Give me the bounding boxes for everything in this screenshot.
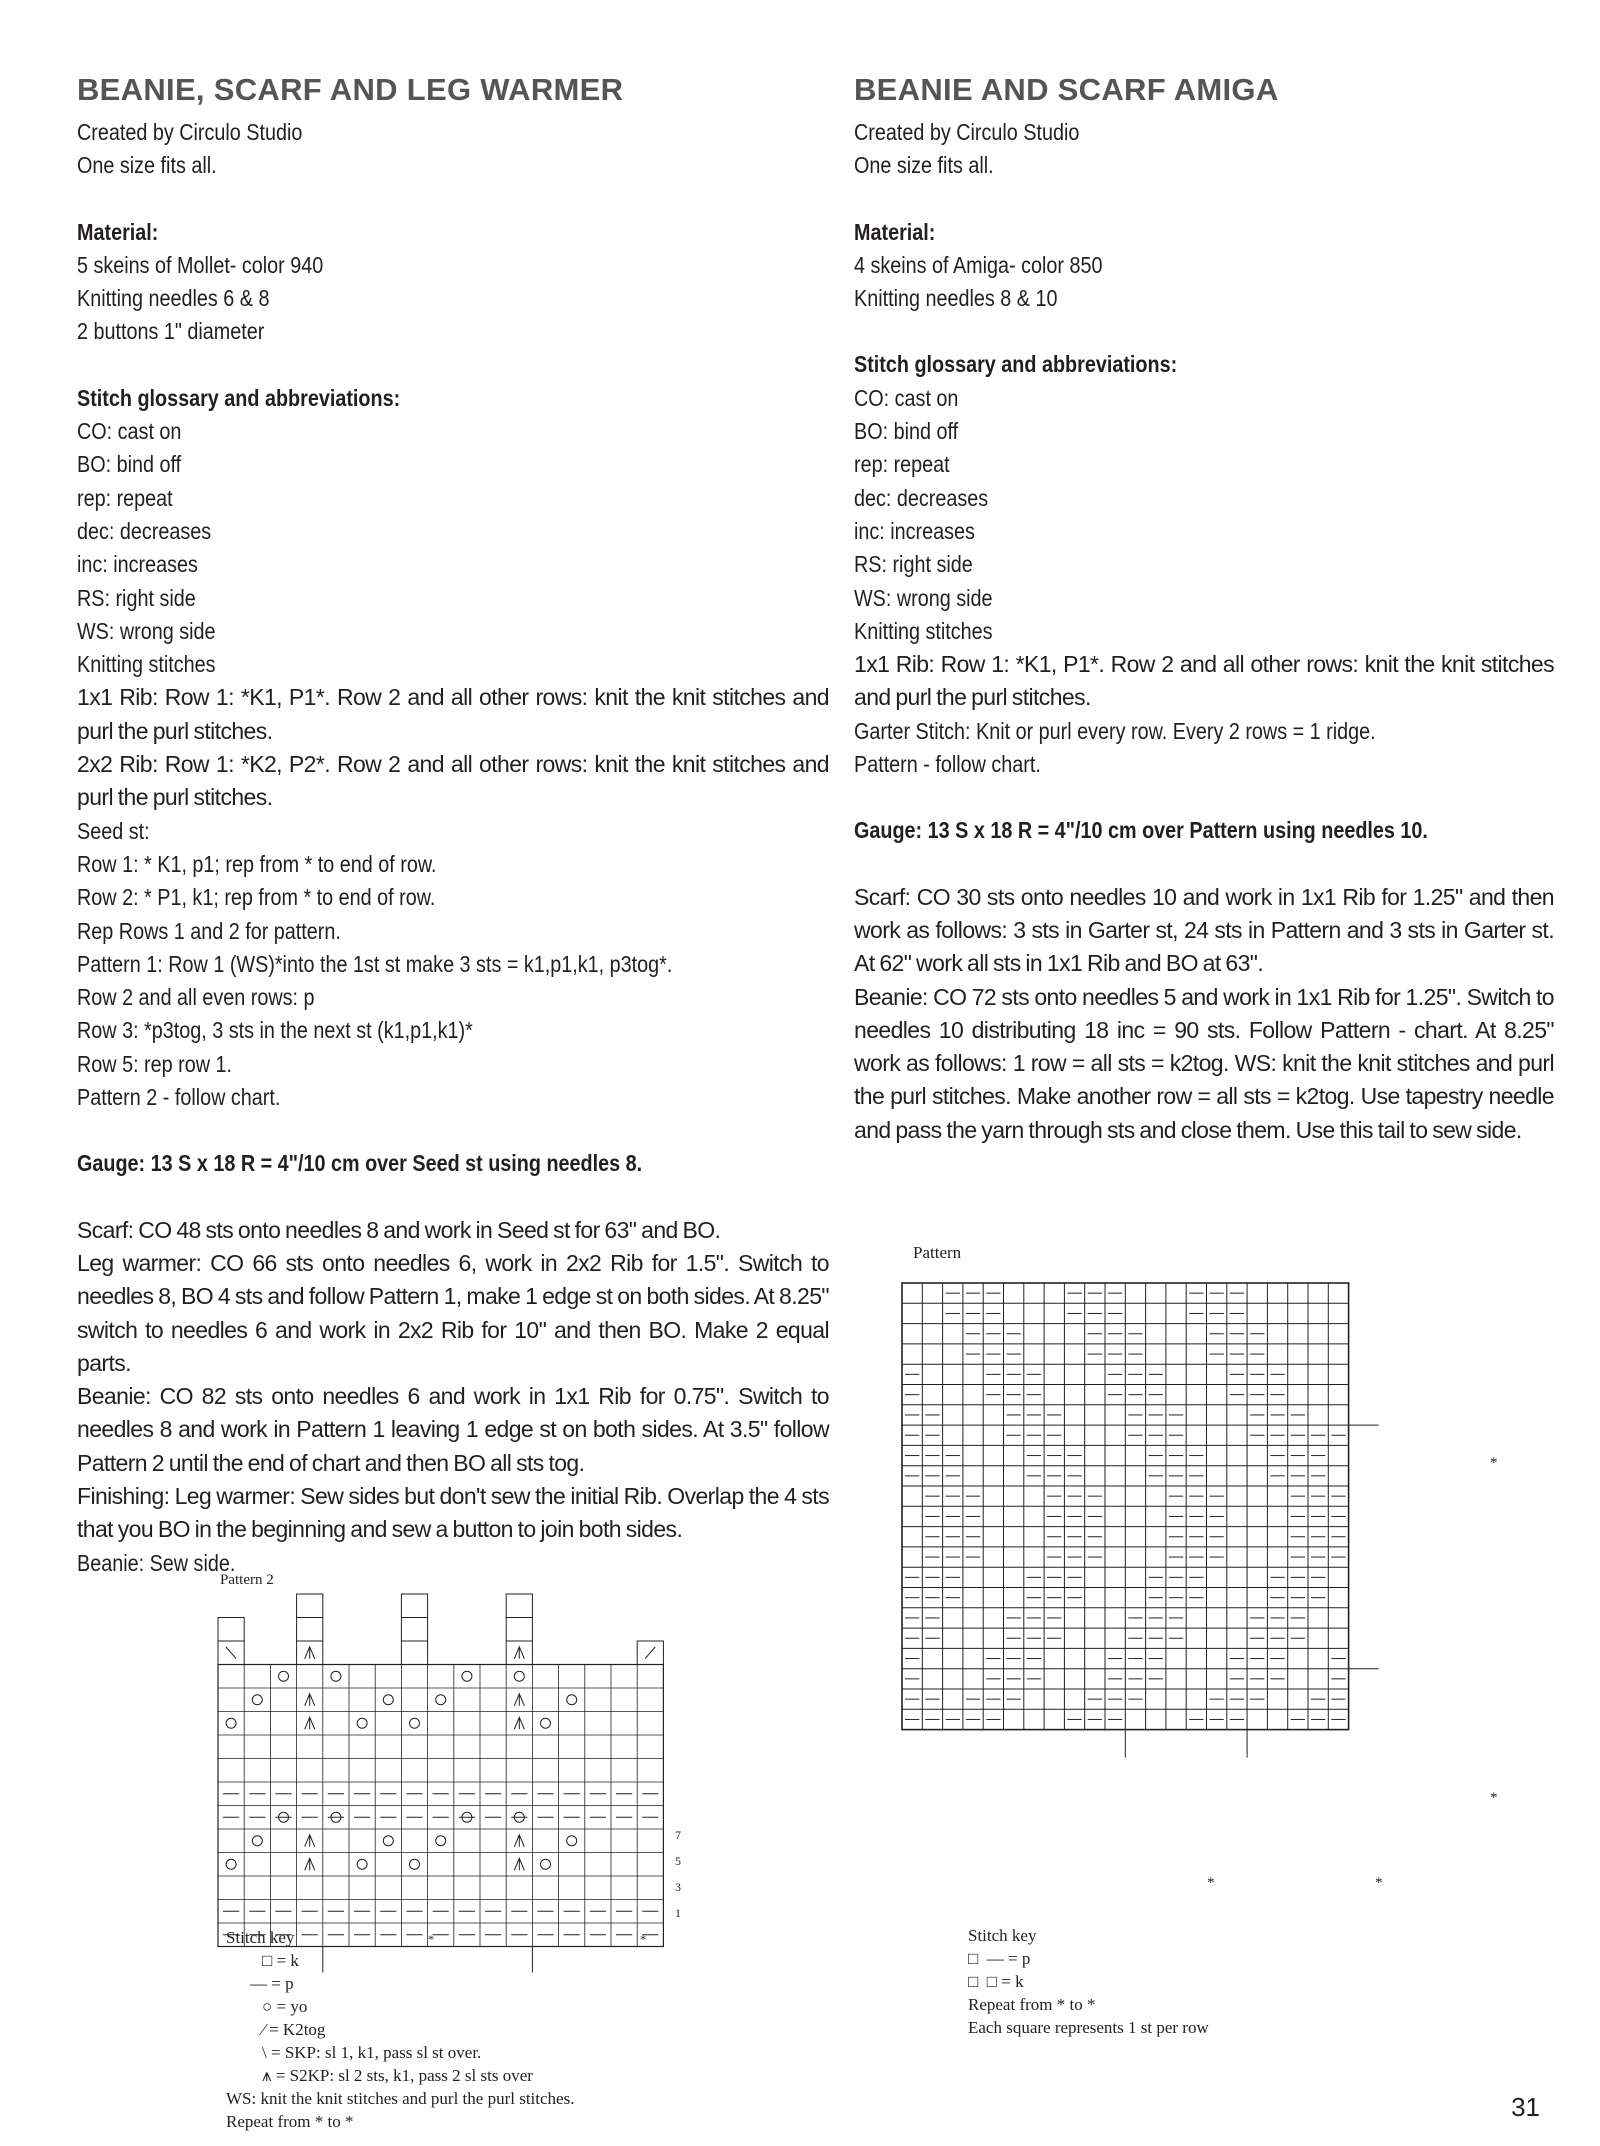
left-glossary-knitting: Knitting stitches <box>77 651 216 678</box>
left-finishing-instructions: Finishing: Leg warmer: Sew sides but don't sew the initial Rib. Overlap the 4 sts that you BO in the beginning and sew a button to join both sides. <box>77 1482 829 1543</box>
left-glossary-inc: inc: increases <box>77 551 198 578</box>
pattern2-tower-cell <box>506 1594 532 1618</box>
left-seed-3: Row 2: * P1, k1; rep from * to end of row. <box>77 884 436 911</box>
left-pattern1-row2: Row 2 and all even rows: p <box>77 984 315 1011</box>
right-glossary-rep: rep: repeat <box>854 451 950 478</box>
knit-square-icon: □ <box>262 1951 277 1970</box>
yo-symbol <box>279 1671 289 1681</box>
key-ws-note: WS: knit the knit stitches and purl the purl stitches. <box>226 2089 575 2108</box>
yo-symbol <box>383 1836 393 1846</box>
left-glossary-ws: WS: wrong side <box>77 617 216 644</box>
right-article <box>854 72 1554 1147</box>
pattern2-stitch-key <box>226 1926 574 2133</box>
s2kp-symbol <box>514 1835 524 1847</box>
key-skp: = SKP: sl 1, k1, pass sl st over. <box>270 2043 482 2062</box>
left-beanie-instructions: Beanie: CO 82 sts onto needles 6 and work in 1x1 Rib for 0.75". Switch to needles 8 and work in Pattern 1 leaving 1 edge st on both sides. At 3.5" follow Pattern 2 until the end of chart and then BO all sts tog. <box>77 1383 829 1476</box>
pattern2-repeat-end: * <box>640 1932 646 1946</box>
left-glossary-heading: Stitch glossary and abbreviations: <box>77 384 401 411</box>
s2kp-symbol <box>305 1717 315 1729</box>
left-size: One size fits all. <box>77 152 217 179</box>
left-seed-4: Rep Rows 1 and 2 for pattern. <box>77 917 341 944</box>
right-pattern-note: Pattern - follow chart. <box>854 751 1041 778</box>
pattern-repeat-left: * <box>1207 1875 1215 1891</box>
row-number-7: 7 <box>675 1828 681 1842</box>
skp-symbol <box>226 1647 236 1659</box>
left-seed-2: Row 1: * K1, p1; rep from * to end of row. <box>77 850 437 877</box>
yo-symbol <box>567 1695 577 1705</box>
left-pattern1-row3: Row 3: *p3tog, 3 sts in the next st (k1,p1,k1)* <box>77 1017 473 1044</box>
key-yo: = yo <box>276 1997 308 2016</box>
s2kp-symbol <box>305 1647 315 1659</box>
key-repeat-right: Repeat from * to * <box>968 1995 1096 2014</box>
yo-symbol <box>462 1671 472 1681</box>
pattern-repeat-bottom: * <box>1490 1790 1498 1806</box>
pattern-chart <box>902 1283 1402 1743</box>
k2tog-icon: ⁄ <box>262 2020 270 2039</box>
key-s2kp: = S2KP: sl 2 sts, k1, pass 2 sl sts over <box>275 2066 533 2085</box>
skp-icon: \ <box>262 2043 271 2062</box>
yo-symbol <box>226 1718 236 1728</box>
right-glossary-ws: WS: wrong side <box>854 584 993 611</box>
left-pattern1-row5: Row 5: rep row 1. <box>77 1050 233 1077</box>
key-knit-right: = k <box>1001 1972 1024 1991</box>
left-legwarmer-instructions: Leg warmer: CO 66 sts onto needles 6, work in 2x2 Rib for 1.5". Switch to needles 8, BO 4 sts and follow Pattern 1, make 1 edge st on both sides. At 8.25" switch to needles 6 and work in 2x2 Rib for 10" and then BO. Make 2 equal parts. <box>77 1249 829 1376</box>
s2kp-symbol <box>305 1835 315 1847</box>
pattern2-tower-cell <box>401 1594 427 1618</box>
pattern-repeat-right: * <box>1375 1875 1383 1891</box>
pattern-stitch-key <box>968 1924 1209 2039</box>
left-material-2: Knitting needles 6 & 8 <box>77 285 270 312</box>
right-gauge: Gauge: 13 S x 18 R = 4"/10 cm over Pattern using needles 10. <box>854 817 1428 844</box>
yo-symbol <box>436 1695 446 1705</box>
s2kp-symbol <box>514 1647 524 1659</box>
yo-symbol <box>357 1859 367 1869</box>
yo-symbol <box>252 1836 262 1846</box>
right-scarf-instructions: Scarf: CO 30 sts onto needles 10 and work in 1x1 Rib for 1.25" and then work as follows: 3 sts in Garter st, 24 sts in Pattern and 3 sts in Garter st. At 62" work all sts in 1x1 Rib and BO at 63". <box>854 883 1554 977</box>
left-material-heading: Material: <box>77 218 159 245</box>
left-beanie-finishing: Beanie: Sew side. <box>77 1549 236 1576</box>
yo-symbol <box>226 1859 236 1869</box>
key-square-note: Each square represents 1 st per row <box>968 2018 1209 2037</box>
right-glossary-knitting: Knitting stitches <box>854 617 993 644</box>
left-glossary-co: CO: cast on <box>77 418 182 445</box>
yo-symbol <box>541 1718 551 1728</box>
right-material-heading: Material: <box>854 218 936 245</box>
yo-symbol <box>331 1671 341 1681</box>
yo-symbol <box>410 1718 420 1728</box>
right-glossary-rs: RS: right side <box>854 551 973 578</box>
yo-symbol <box>252 1695 262 1705</box>
left-pattern2-note: Pattern 2 - follow chart. <box>77 1084 281 1111</box>
pattern2-tower-cell <box>297 1594 323 1618</box>
left-seed-1: Seed st: <box>77 817 150 844</box>
s2kp-symbol <box>514 1858 524 1870</box>
yo-symbol <box>541 1859 551 1869</box>
k2tog-symbol <box>645 1647 655 1659</box>
yo-symbol <box>383 1695 393 1705</box>
key-repeat-note: Repeat from * to * <box>226 2112 354 2131</box>
right-title: BEANIE AND SCARF AMIGA <box>854 72 1279 107</box>
key-purl-right: = p <box>1008 1949 1031 1968</box>
stitch-key-title-right: Stitch key <box>968 1926 1037 1945</box>
left-rib-1x1: 1x1 Rib: Row 1: *K1, P1*. Row 2 and all other rows: knit the knit stitches and purl the purl stitches. <box>77 684 829 744</box>
key-k2tog: = K2tog <box>269 2020 326 2039</box>
row-number-1: 1 <box>675 1906 681 1920</box>
left-article <box>77 72 829 1580</box>
right-glossary-heading: Stitch glossary and abbreviations: <box>854 351 1178 378</box>
left-material-1: 5 skeins of Mollet- color 940 <box>77 251 324 278</box>
left-material-3: 2 buttons 1" diameter <box>77 318 265 345</box>
left-glossary-rep: rep: repeat <box>77 484 173 511</box>
row-number-5: 5 <box>675 1854 681 1868</box>
pattern2-chart-title: Pattern 2 <box>220 1572 274 1588</box>
left-title: BEANIE, SCARF AND LEG WARMER <box>77 72 624 107</box>
right-material-1: 4 skeins of Amiga- color 850 <box>854 251 1103 278</box>
left-glossary-rs: RS: right side <box>77 584 196 611</box>
right-material-2: Knitting needles 8 & 10 <box>854 285 1058 312</box>
yo-circle-icon: ○ <box>262 1997 277 2016</box>
yo-symbol <box>410 1859 420 1869</box>
pattern2-tower-cell <box>506 1618 532 1642</box>
left-glossary-dec: dec: decreases <box>77 517 212 544</box>
yo-symbol <box>436 1836 446 1846</box>
right-rib-1x1: 1x1 Rib: Row 1: *K1, P1*. Row 2 and all other rows: knit the knit stitches and purl the purl stitches. <box>854 651 1554 711</box>
yo-symbol <box>567 1836 577 1846</box>
s2kp-symbol <box>514 1694 524 1706</box>
s2kp-symbol <box>305 1858 315 1870</box>
pattern2-row-numbers <box>675 1822 681 1926</box>
small-square-icon: □ — <box>968 1949 1009 1968</box>
right-credit: Created by Circulo Studio <box>854 119 1080 145</box>
left-pattern1-row1: Pattern 1: Row 1 (WS)*into the 1st st make 3 sts = k1,p1,k1, p3tog*. <box>77 950 673 977</box>
small-square-icon-2: □ □ <box>968 1972 1002 1991</box>
key-knit: = k <box>276 1951 299 1970</box>
right-glossary-co: CO: cast on <box>854 384 959 411</box>
pattern2-chart <box>218 1594 678 1914</box>
pattern2-tower-cell <box>401 1618 427 1642</box>
right-glossary-dec: dec: decreases <box>854 484 989 511</box>
left-gauge: Gauge: 13 S x 18 R = 4"/10 cm over Seed st using needles 8. <box>77 1150 643 1177</box>
key-purl: = p <box>271 1974 294 1993</box>
right-beanie-instructions: Beanie: CO 72 sts onto needles 5 and work in 1x1 Rib for 1.25". Switch to needles 10 distributing 18 inc = 90 sts. Follow Pattern - chart. At 8.25" work as follows: 1 row = all sts = k2tog. WS: knit the knit stitches and purl the purl stitches. Make another row = all sts = k2tog. Use tapestry needle and pass the yarn through sts and close them. Use this tail to sew side. <box>854 983 1554 1143</box>
left-glossary-bo: BO: bind off <box>77 451 182 478</box>
left-credit: Created by Circulo Studio <box>77 119 303 145</box>
pattern2-repeat-start: * <box>428 1932 434 1946</box>
pattern2-tower-cell <box>401 1641 427 1665</box>
right-glossary-inc: inc: increases <box>854 517 975 544</box>
row-number-3: 3 <box>675 1880 681 1894</box>
pattern-chart-title: Pattern <box>913 1243 962 1262</box>
purl-dash-icon: — <box>250 1974 272 1993</box>
pattern-repeat-top: * <box>1490 1455 1498 1471</box>
s2kp-symbol <box>514 1717 524 1729</box>
s2kp-icon: ⩚ <box>262 2066 276 2085</box>
s2kp-symbol <box>305 1694 315 1706</box>
right-garter: Garter Stitch: Knit or purl every row. Every 2 rows = 1 ridge. <box>854 717 1376 744</box>
stitch-key-title: Stitch key <box>226 1928 295 1947</box>
yo-symbol <box>514 1671 524 1681</box>
left-scarf-instructions: Scarf: CO 48 sts onto needles 8 and work in Seed st for 63" and BO. <box>77 1216 721 1243</box>
page-number: 31 <box>1511 2092 1540 2122</box>
left-rib-2x2: 2x2 Rib: Row 1: *K2, P2*. Row 2 and all other rows: knit the knit stitches and purl the purl stitches. <box>77 751 829 811</box>
yo-symbol <box>357 1718 367 1728</box>
right-size: One size fits all. <box>854 152 994 179</box>
pattern2-tower-cell <box>297 1618 323 1642</box>
right-glossary-bo: BO: bind off <box>854 418 959 445</box>
pattern2-tower-cell <box>218 1618 244 1642</box>
